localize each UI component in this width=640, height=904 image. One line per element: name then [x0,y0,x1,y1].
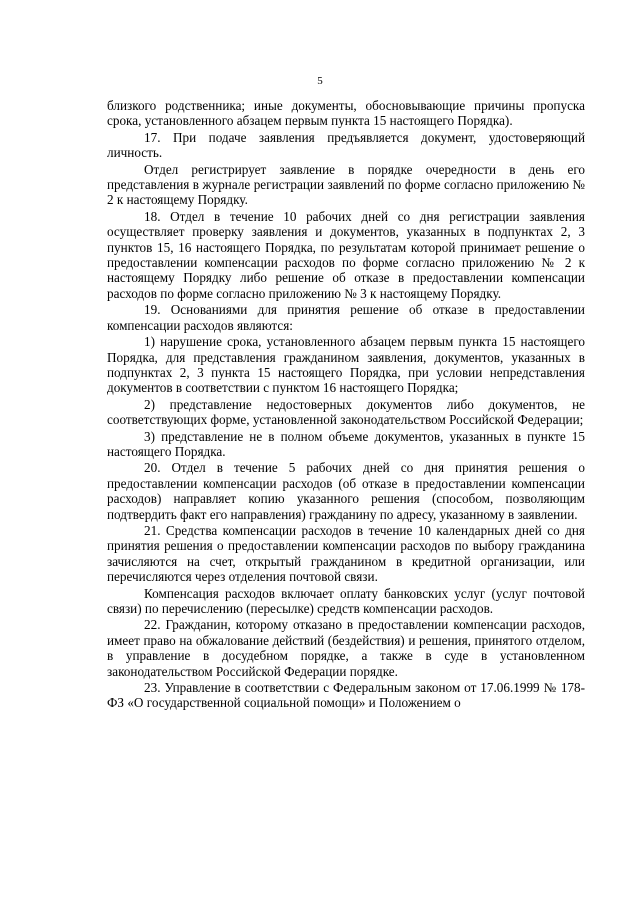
paragraph-19-item-2: 2) представление недостоверных документов либо документов, не соответствующих форме, установленной законодательством Российской Федерации; [107,396,585,428]
paragraph-17-registration: Отдел регистрирует заявление в порядке очередности в день его представления в журнале регистрации заявлений по форме согласно приложению № 2 к настоящему Порядку. [107,161,585,208]
paragraph-18: 18. Отдел в течение 10 рабочих дней со дня регистрации заявления осуществляет проверку заявления и документов, указанных в подпунктах 2, 3 пунктов 15, 16 настоящего Порядка, по результатам которой принимает решение о предоставлении компенсации расходов по форме согласно приложению № 2 к настоящему Порядку либо решение об отказе в предоставлении компенсации расходов по форме согласно приложению № 3 к настоящему Порядку. [107,208,585,301]
paragraph-continuation: близкого родственника; иные документы, обосновывающие причины пропуска срока, установленного абзацем первым пункта 15 настоящего Порядка). [107,98,585,129]
paragraph-19-item-1: 1) нарушение срока, установленного абзацем первым пункта 15 настоящего Порядка, для представления гражданином заявления, документов, указанных в подпунктах 2, 3 пункта 15 настоящего Порядка, при условии непредставления документов в соответствии с пунктом 16 настоящего Порядка; [107,334,585,396]
paragraph-21: 21. Средства компенсации расходов в течение 10 календарных дней со дня принятия решения о предоставлении компенсации расходов по выбору гражданина зачисляются на счет, открытый гражданином в кредитной организации, или перечисляются через отделения почтовой связи. [107,522,585,585]
page-number: 5 [317,75,323,87]
paragraph-21-compensation: Компенсация расходов включает оплату банковских услуг (услуг почтовой связи) по перечислению (пересылке) средств компенсации расходов. [107,585,585,616]
document-body [107,98,585,712]
paragraph-23: 23. Управление в соответствии с Федеральным законом от 17.06.1999 № 178-ФЗ «О государственной социальной помощи» и Положением о [107,680,585,711]
paragraph-17: 17. При подаче заявления предъявляется документ, удостоверяющий личность. [107,129,585,161]
paragraph-20: 20. Отдел в течение 5 рабочих дней со дня принятия решения о предоставлении компенсации расходов (об отказе в предоставлении компенсации расходов) направляет копию указанного решения (способом, позволяющим подтвердить факт его направления) гражданину по адресу, указанному в заявлении. [107,460,585,522]
paragraph-22: 22. Гражданин, которому отказано в предоставлении компенсации расходов, имеет право на обжалование действий (бездействия) и решения, принятого отделом, в управление в досудебном порядке, а также в суде в установленном законодательством Российской Федерации порядке. [107,617,585,679]
paragraph-19: 19. Основаниями для принятия решение об отказе в предоставлении компенсации расходов являются: [107,302,585,333]
paragraph-19-item-3: 3) представление не в полном объеме документов, указанных в пункте 15 настоящего Порядка. [107,428,585,459]
